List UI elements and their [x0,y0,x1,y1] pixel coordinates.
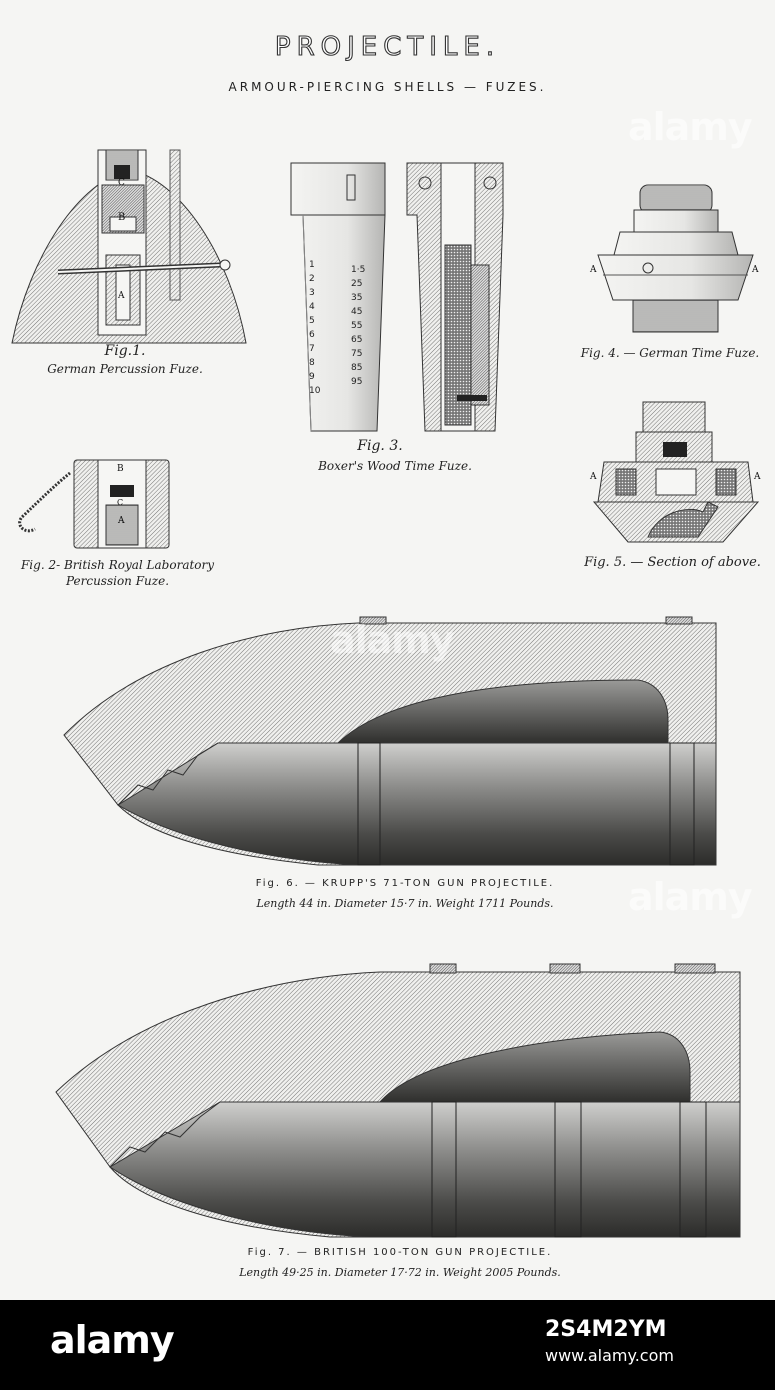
watermark: alamy [330,618,454,662]
fig3-scale-right-item: 85 [351,363,363,373]
fig7-caption-dimensions: Length 49·25 in. Diameter 17·72 in. Weight 2005 Pounds. [239,1266,561,1279]
fig3-scale-left [309,258,339,398]
fig3-scale-right-item: 55 [351,321,363,331]
fig3-scale-left-item: 3 [309,288,315,298]
image-id: 2S4M2YM [545,1317,667,1342]
fig3-scale-left-item: 5 [309,316,315,326]
fig3-scale-left-item: 6 [309,330,315,340]
fig2-caption-line2: Percussion Fuze. [65,574,170,588]
fig3-scale-right-item: 1·5 [351,265,366,275]
fig3-number: Fig. 3. [357,438,403,454]
fig2-label-c: C [117,498,124,507]
fig3-scale-right-item: 65 [351,335,363,345]
fig4-caption: Fig. 4. — German Time Fuze. [580,346,760,360]
fig2-caption-line1: Fig. 2- British Royal Laboratory [20,558,215,572]
watermark: alamy [628,875,752,919]
fig3-scale-left-item: 10 [309,386,321,396]
fig2-label-b: B [117,464,124,474]
fig3-scale-right-item: 75 [351,349,363,359]
page-title: PROJECTILE. [274,32,501,62]
alamy-logo: alamy [50,1318,174,1362]
fig5-section-of-german-time-fuze [588,397,768,547]
fig4-german-time-fuze [588,180,763,340]
fig5-label-a-left: A [590,472,597,482]
fig1-caption: German Percussion Fuze. [47,362,203,376]
fig6-caption-dimensions: Length 44 in. Diameter 15·7 in. Weight 1711 Pounds. [256,897,554,910]
fig1-label-c: C [118,178,125,188]
fig1-label-a: A [118,291,125,301]
fig6-caption-title: Fig. 6. — KRUPP'S 71-TON GUN PROJECTILE. [255,878,555,889]
page-subtitle: ARMOUR-PIERCING SHELLS — FUZES. [228,80,547,94]
fig4-label-a-right: A [752,265,759,275]
fig2-label-a: A [118,516,125,526]
fig4-label-a-left: A [590,265,597,275]
fig3-scale-right [351,263,381,389]
fig5-caption: Fig. 5. — Section of above. [584,555,761,570]
fig3-scale-left-item: 4 [309,302,315,312]
footer-url[interactable]: www.alamy.com [545,1346,674,1365]
fig1-label-b: B [118,212,126,223]
fig3-scale-left-item: 9 [309,372,315,382]
fig3-scale-left-item: 1 [309,260,315,270]
fig3-caption: Boxer's Wood Time Fuze. [318,459,472,473]
fig5-label-a-right: A [754,472,761,482]
fig3-scale-right-item: 35 [351,293,363,303]
fig3-scale-right-item: 25 [351,279,363,289]
fig7-british-100-ton-projectile [50,962,745,1242]
fig3-scale-right-item: 45 [351,307,363,317]
fig3-scale-left-item: 2 [309,274,315,284]
fig1-number: Fig.1. [104,343,146,359]
fig2-british-percussion-fuze [10,455,180,555]
fig3-scale-left-item: 8 [309,358,315,368]
fig7-caption-title: Fig. 7. — BRITISH 100-TON GUN PROJECTILE. [247,1247,553,1258]
fig1-german-percussion-fuze [10,145,250,345]
fig3-scale-left-item: 7 [309,344,315,354]
fig3-scale-right-item: 95 [351,377,363,387]
watermark: alamy [628,105,752,149]
